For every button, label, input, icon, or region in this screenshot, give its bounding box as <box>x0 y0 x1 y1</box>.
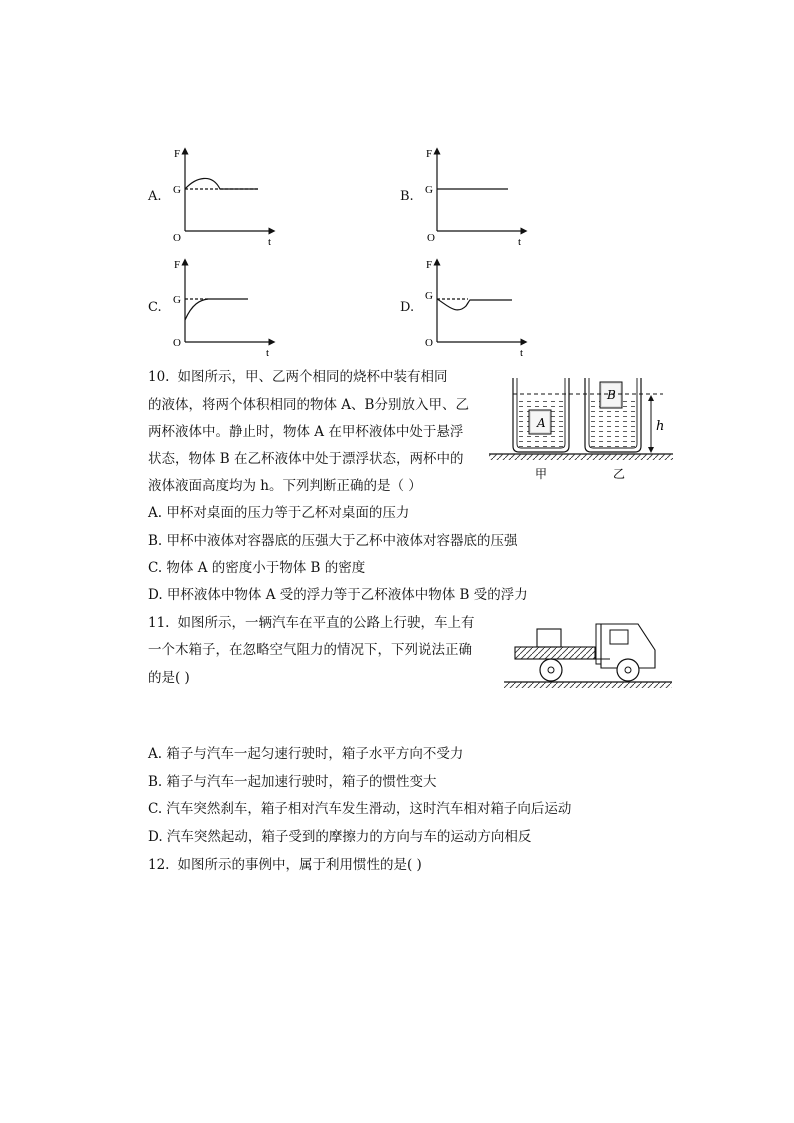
q12-number: 12. <box>148 857 170 873</box>
axis-x-label: t <box>518 236 522 248</box>
label-jia: 甲 <box>535 467 548 481</box>
q11-option-d: D. 汽车突然起动，箱子受到的摩擦力的方向与车的运动方向相反 <box>148 829 532 845</box>
q11-number: 11. <box>148 615 170 631</box>
axis-y-label: F <box>174 148 181 160</box>
option-c-letter: C. <box>148 300 162 315</box>
q10-option-a: A. 甲杯对桌面的压力等于乙杯对桌面的压力 <box>148 505 410 521</box>
label-b: B <box>607 388 616 402</box>
q12-text: 如图所示的事例中，属于利用惯性的是( ) <box>177 857 422 873</box>
g-label: G <box>425 290 433 302</box>
q10-option-c: C. 物体 A 的密度小于物体 B 的密度 <box>148 560 366 576</box>
label-a: A <box>537 416 546 430</box>
option-a-letter: A. <box>148 189 162 204</box>
q11-option-b: B. 箱子与汽车一起加速行驶时，箱子的惯性变大 <box>148 774 437 790</box>
axis-y-label: F <box>174 259 181 271</box>
q10-beaker-figure <box>487 374 677 488</box>
q10-line-1 <box>148 368 447 386</box>
option-a-graph <box>168 143 280 252</box>
origin-label: O <box>173 337 181 349</box>
axis-x-label: t <box>266 347 270 359</box>
origin-label: O <box>427 232 435 244</box>
q10-line-3: 两杯液体中。静止时，物体 A 在甲杯液体中处于悬浮 <box>148 424 464 440</box>
g-label: G <box>173 294 181 306</box>
q10-line-2: 的液体，将两个体积相同的物体 A、B分别放入甲、乙 <box>148 397 469 413</box>
q11-option-a: A. 箱子与汽车一起匀速行驶时，箱子水平方向不受力 <box>148 746 464 762</box>
origin-label: O <box>425 337 433 349</box>
q11-truck-figure <box>502 618 674 694</box>
option-b-letter: B. <box>400 189 414 204</box>
label-h: h <box>656 419 665 434</box>
q10-line-4: 状态，物体 B 在乙杯液体中处于漂浮状态，两杯中的 <box>148 451 464 467</box>
g-label: G <box>425 184 433 196</box>
q10-line-5: 液体液面高度均为 h。下列判断正确的是（ ） <box>148 478 422 494</box>
axis-y-label: F <box>426 259 433 271</box>
q10-number: 10. <box>148 369 170 385</box>
q11-line-2: 一个木箱子，在忽略空气阻力的情况下，下列说法正确 <box>148 642 472 658</box>
q11-option-c: C. 汽车突然刹车，箱子相对汽车发生滑动，这时汽车相对箱子向后运动 <box>148 801 572 817</box>
q10-text-1: 如图所示，甲、乙两个相同的烧杯中装有相同 <box>177 369 448 385</box>
label-yi: 乙 <box>613 467 626 481</box>
q12-line-1 <box>148 856 422 874</box>
option-b-graph <box>420 143 532 252</box>
q11-line-1 <box>148 614 474 632</box>
axis-y-label: F <box>426 148 433 160</box>
origin-label: O <box>173 232 181 244</box>
q10-option-b: B. 甲杯中液体对容器底的压强大于乙杯中液体对容器底的压强 <box>148 533 518 549</box>
axis-x-label: t <box>520 347 524 359</box>
option-d-graph <box>420 254 532 363</box>
q11-line-3: 的是( ) <box>148 670 190 686</box>
q10-option-d: D. 甲杯液体中物体 A 受的浮力等于乙杯液体中物体 B 受的浮力 <box>148 587 528 603</box>
g-label: G <box>173 184 181 196</box>
option-c-graph <box>168 254 280 363</box>
axis-x-label: t <box>268 236 272 248</box>
q11-text-1: 如图所示，一辆汽车在平直的公路上行驶，车上有 <box>177 615 475 631</box>
option-d-letter: D. <box>400 300 415 315</box>
